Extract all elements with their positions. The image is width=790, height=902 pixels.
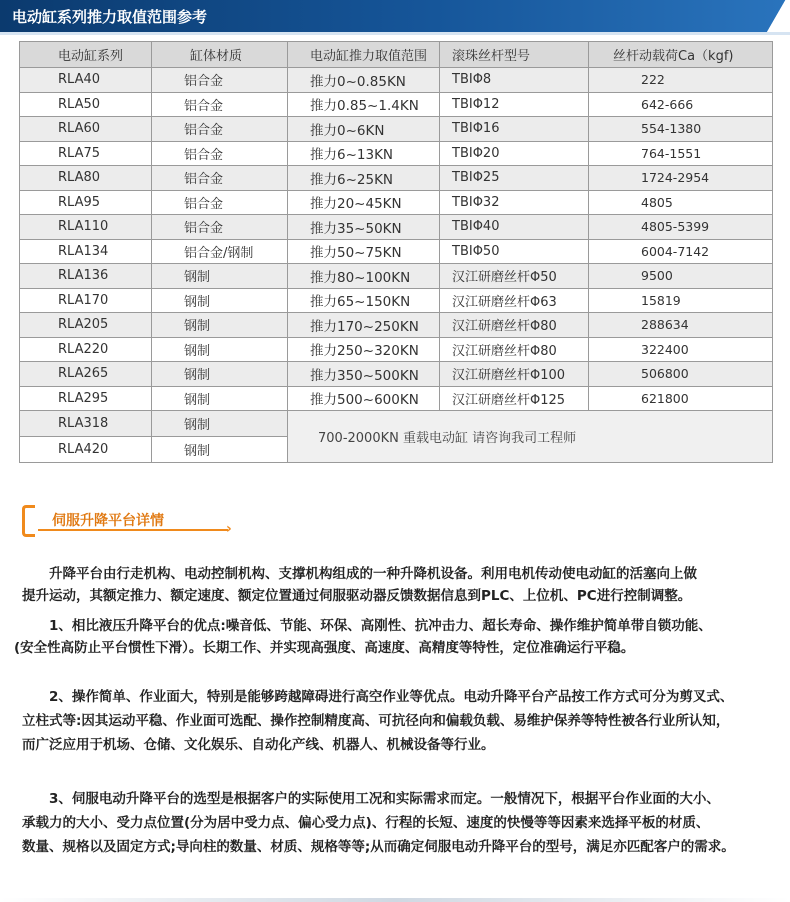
table-row [20, 141, 773, 166]
table-cell: RLA295 [20, 386, 152, 411]
table-row [20, 239, 773, 264]
table-cell: 推力0~6KN [288, 117, 440, 142]
table-cell: 推力50~75KN [288, 239, 440, 264]
paragraph-line: 3、伺服电动升降平台的选型是根据客户的实际使用工况和实际需求而定。一般情况下，根据平台作业面的大小、 [22, 791, 720, 807]
paragraph-3 [22, 788, 772, 858]
column-header: 滚珠丝杆型号 [440, 42, 589, 68]
table-row [20, 264, 773, 289]
footer-line [0, 898, 790, 902]
table-cell: 9500 [589, 264, 773, 289]
table-cell: RLA50 [20, 92, 152, 117]
table-cell: 6004-7142 [589, 239, 773, 264]
table-cell: 汉江研磨丝杆Φ63 [440, 288, 589, 313]
header-bar [0, 0, 790, 32]
table-cell: RLA205 [20, 313, 152, 338]
table-cell: 推力6~25KN [288, 166, 440, 191]
table-cell: 推力65~150KN [288, 288, 440, 313]
table-cell: 汉江研磨丝杆Φ80 [440, 313, 589, 338]
table-cell: 钢制 [152, 313, 288, 338]
table-cell: 15819 [589, 288, 773, 313]
column-header: 缸体材质 [152, 42, 288, 68]
page-title: 电动缸系列推力取值范围参考 [12, 8, 208, 26]
paragraph-line: (安全性高防止平台惯性下滑）。长期工作、并实现高强度、高速度、高精度等特性，定位准确运行平稳。 [14, 640, 635, 656]
table-cell: RLA136 [20, 264, 152, 289]
table-cell: 推力170~250KN [288, 313, 440, 338]
table-cell: 4805 [589, 190, 773, 215]
paragraph-line: 提升运动，其额定推力、额定速度、额定位置通过伺服驱动器反馈数据信息到PLC、上位机、PC进行控制调整。 [22, 588, 692, 604]
table-cell: RLA40 [20, 68, 152, 93]
table-cell: 铝合金 [152, 166, 288, 191]
section-heading [22, 505, 232, 537]
table-cell: 621800 [589, 386, 773, 411]
column-header: 电动缸系列 [20, 42, 152, 68]
table-cell: 铝合金 [152, 190, 288, 215]
table-cell: 推力250~320KN [288, 337, 440, 362]
table-cell: 322400 [589, 337, 773, 362]
table-cell: 钢制 [152, 288, 288, 313]
table-cell: 推力20~45KN [288, 190, 440, 215]
table-cell: 钢制 [152, 386, 288, 411]
table-row [20, 313, 773, 338]
paragraph-intro [14, 563, 772, 659]
table-row [20, 166, 773, 191]
paragraph-line: 而广泛应用于机场、仓储、文化娱乐、自动化产线、机器人、机械设备等行业。 [22, 737, 495, 753]
table-cell: 铝合金/钢制 [152, 239, 288, 264]
table-cell: 222 [589, 68, 773, 93]
table-cell: 推力0.85~1.4KN [288, 92, 440, 117]
table-cell: 4805-5399 [589, 215, 773, 240]
table-cell: RLA80 [20, 166, 152, 191]
table-cell: 铝合金 [152, 215, 288, 240]
table-cell: RLA75 [20, 141, 152, 166]
table-cell: TBIΦ12 [440, 92, 589, 117]
table-row [20, 337, 773, 362]
table-cell: 推力500~600KN [288, 386, 440, 411]
table-cell: RLA110 [20, 215, 152, 240]
header-stripe [0, 32, 790, 35]
section-title: 伺服升降平台详情 [52, 513, 164, 529]
table-cell: 288634 [589, 313, 773, 338]
chevron-right-icon: › [226, 521, 232, 537]
table-cell: 铝合金 [152, 141, 288, 166]
table-cell: 推力35~50KN [288, 215, 440, 240]
table-cell: 汉江研磨丝杆Φ80 [440, 337, 589, 362]
table-cell: RLA265 [20, 362, 152, 387]
paragraph-line: 2、操作简单、作业面大，特别是能够跨越障碍进行高空作业等优点。电动升降平台产品按工作方式可分为剪叉式、 [22, 689, 734, 705]
table-cell: TBIΦ20 [440, 141, 589, 166]
table-cell: 钢制 [152, 362, 288, 387]
table-cell: 推力350~500KN [288, 362, 440, 387]
paragraph-2 [22, 686, 772, 756]
paragraph-line: 1、相比液压升降平台的优点:噪音低、节能、环保、高刚性、抗冲击力、超长寿命、操作维护简单带自锁功能、 [22, 618, 712, 634]
table-row [20, 117, 773, 142]
table-cell: TBIΦ40 [440, 215, 589, 240]
table-cell: 汉江研磨丝杆Φ100 [440, 362, 589, 387]
table-row [20, 92, 773, 117]
table-cell: RLA420 [20, 437, 152, 463]
table-cell: 铝合金 [152, 117, 288, 142]
table-cell: RLA60 [20, 117, 152, 142]
table-header-row [20, 42, 773, 68]
table-row [20, 215, 773, 240]
table-cell: RLA220 [20, 337, 152, 362]
table-cell: RLA318 [20, 411, 152, 437]
table-row [20, 68, 773, 93]
table-cell: TBIΦ8 [440, 68, 589, 93]
table-row [20, 411, 773, 437]
table-row [20, 190, 773, 215]
table-cell: 推力0~0.85KN [288, 68, 440, 93]
table-cell: RLA170 [20, 288, 152, 313]
table-cell: 1724-2954 [589, 166, 773, 191]
table-cell: RLA95 [20, 190, 152, 215]
paragraph-line: 立柱式等:因其运动平稳、作业面可选配、操作控制精度高、可抗径向和偏载负载、易维护保养等特性被各行业所认知， [22, 713, 730, 729]
table-cell: TBIΦ16 [440, 117, 589, 142]
table-cell: TBIΦ50 [440, 239, 589, 264]
table-cell: 推力6~13KN [288, 141, 440, 166]
table-cell: RLA134 [20, 239, 152, 264]
heading-underline [38, 529, 228, 531]
table-cell: 汉江研磨丝杆Φ125 [440, 386, 589, 411]
table-cell: 铝合金 [152, 92, 288, 117]
header-decoration [766, 0, 790, 32]
paragraph-line: 升降平台由行走机构、电动控制机构、支撑机构组成的一种升降机设备。利用电机传动使电动缸的活塞向上做 [22, 566, 697, 582]
table-cell: TBIΦ25 [440, 166, 589, 191]
table-cell: 钢制 [152, 264, 288, 289]
table-cell: TBIΦ32 [440, 190, 589, 215]
heading-bracket [22, 505, 35, 537]
table-cell: 钢制 [152, 437, 288, 463]
column-header: 电动缸推力取值范围 [288, 42, 440, 68]
table-cell: 506800 [589, 362, 773, 387]
table-row [20, 362, 773, 387]
column-header: 丝杆动载荷Ca（kgf) [589, 42, 773, 68]
table-cell: 汉江研磨丝杆Φ50 [440, 264, 589, 289]
table-cell: 554-1380 [589, 117, 773, 142]
spec-table [19, 41, 773, 463]
table-row [20, 288, 773, 313]
table-cell: 推力80~100KN [288, 264, 440, 289]
table-cell: 铝合金 [152, 68, 288, 93]
table-row [20, 386, 773, 411]
table-cell: 钢制 [152, 337, 288, 362]
table-cell: 钢制 [152, 411, 288, 437]
table-cell: 642-666 [589, 92, 773, 117]
paragraph-line: 数量、规格以及固定方式;导向柱的数量、材质、规格等等;从而确定伺服电动升降平台的型号，满足亦匹配客户的需求。 [22, 839, 735, 855]
paragraph-line: 承载力的大小、受力点位置(分为居中受力点、偏心受力点)、行程的长短、速度的快慢等等因素来选择平板的材质、 [22, 815, 710, 831]
merged-note-cell: 700-2000KN 重载电动缸 请咨询我司工程师 [288, 411, 773, 463]
table-cell: 764-1551 [589, 141, 773, 166]
